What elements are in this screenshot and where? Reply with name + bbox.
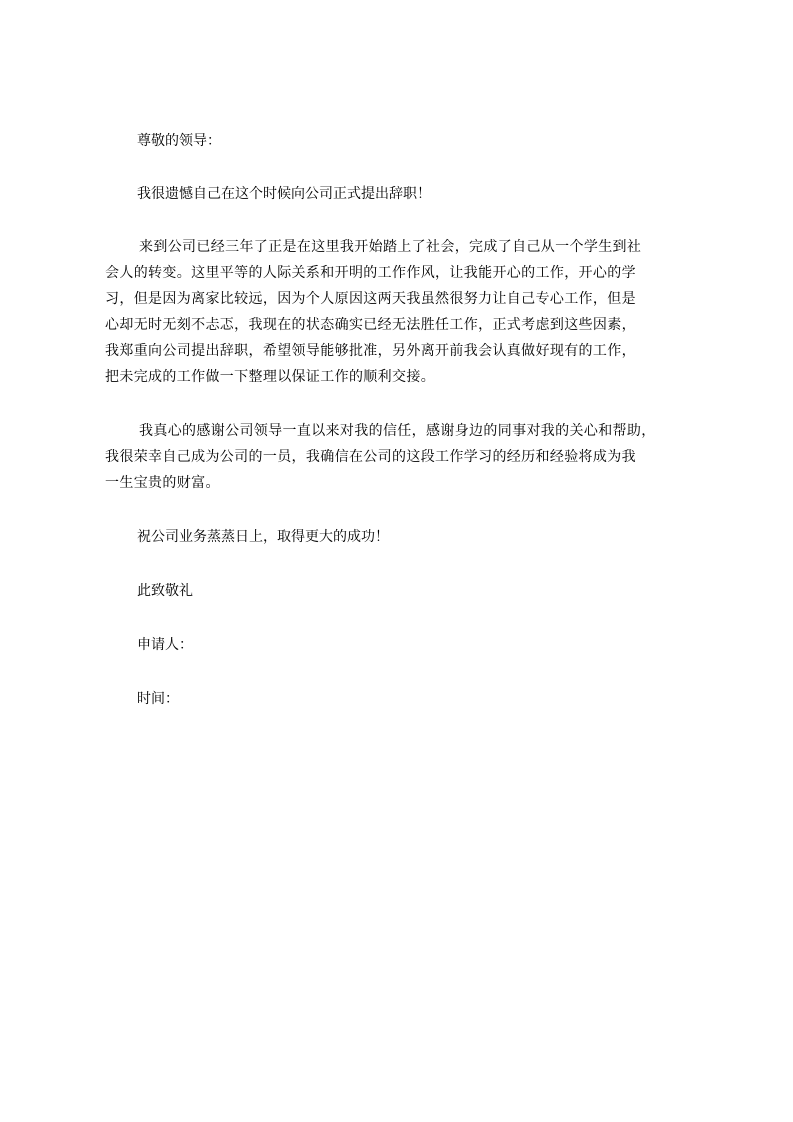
paragraph-1-line: 我郑重向公司提出辞职，希望领导能够批准，另外离开前我会认真做好现有的工作， [105, 343, 636, 359]
wish-sentence: 祝公司业务蒸蒸日上，取得更大的成功！ [137, 529, 389, 545]
salutation: 尊敬的领导： [137, 133, 221, 149]
paragraph-2-line: 我很荣幸自己成为公司的一员，我确信在公司的这段工作学习的经历和经验将成为我 [105, 449, 636, 465]
paragraph-1-line: 习，但是因为离家比较远，因为个人原因这两天我虽然很努力让自己专心工作，但是 [105, 291, 636, 307]
paragraph-2-line: 我真心的感谢公司领导一直以来对我的信任，感谢身边的同事对我的关心和帮助， [139, 423, 656, 439]
paragraph-1-line: 来到公司已经三年了正是在这里我开始踏上了社会，完成了自己从一个学生到社 [139, 239, 642, 255]
paragraph-1-line: 会人的转变。这里平等的人际关系和开明的工作作风，让我能开心的工作，开心的学 [105, 265, 636, 281]
paragraph-1-line: 把未完成的工作做一下整理以保证工作的顺利交接。 [105, 369, 436, 385]
paragraph-2-line: 一生宝贵的财富。 [105, 475, 220, 491]
closing-salute: 此致敬礼 [137, 583, 193, 599]
applicant-label: 申请人： [137, 637, 193, 653]
paragraph-1-line: 心却无时无刻不忐忑，我现在的状态确实已经无法胜任工作，正式考虑到这些因素， [105, 317, 636, 333]
time-label: 时间： [137, 691, 179, 707]
opening-sentence: 我很遗憾自己在这个时候向公司正式提出辞职！ [137, 186, 431, 202]
